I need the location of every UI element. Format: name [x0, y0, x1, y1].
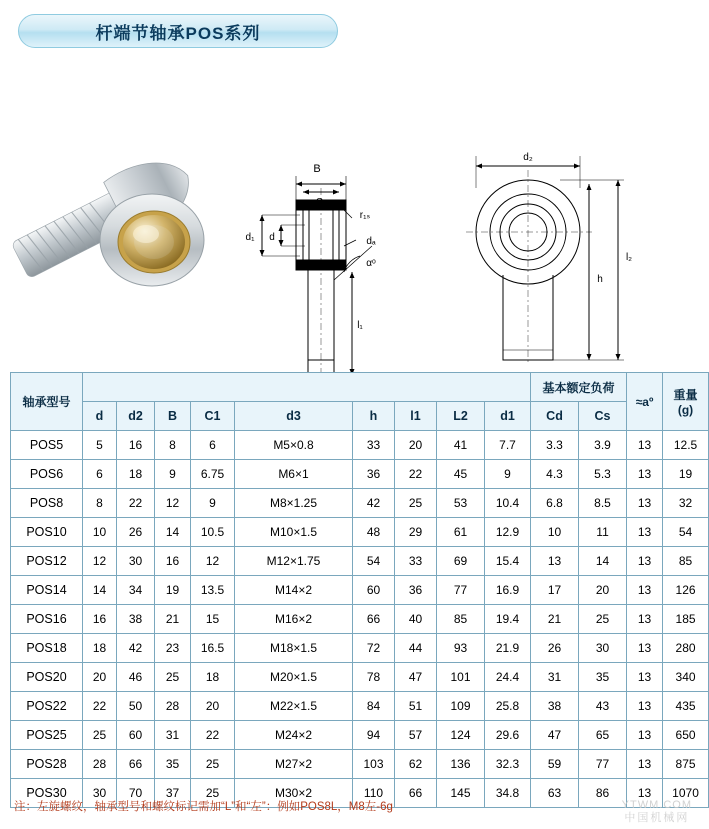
- cell-weight: 32: [663, 489, 709, 518]
- cell-l1: 22: [395, 460, 437, 489]
- cell-Cd: 63: [531, 779, 579, 808]
- cell-C1: 9: [191, 489, 235, 518]
- cell-weight: 126: [663, 576, 709, 605]
- cell-d2: 16: [117, 431, 155, 460]
- table-row: [11, 634, 709, 663]
- label-h: h: [597, 274, 603, 285]
- cell-B: 19: [155, 576, 191, 605]
- cell-d2: 18: [117, 460, 155, 489]
- cell-B: 23: [155, 634, 191, 663]
- cell-d: 6: [83, 460, 117, 489]
- cell-angle: 13: [627, 489, 663, 518]
- side-view-drawing: [466, 156, 624, 365]
- header-Cs: Cs: [579, 402, 627, 431]
- label-B: B: [313, 163, 321, 175]
- cell-weight: 340: [663, 663, 709, 692]
- header-B: B: [155, 402, 191, 431]
- cell-d3: M12×1.75: [235, 547, 353, 576]
- cell-Cs: 11: [579, 518, 627, 547]
- cell-d1: 12.9: [485, 518, 531, 547]
- cell-d1: 24.4: [485, 663, 531, 692]
- cell-L2: 101: [437, 663, 485, 692]
- cell-l1: 62: [395, 750, 437, 779]
- cell-d2: 42: [117, 634, 155, 663]
- cell-weight: 1070: [663, 779, 709, 808]
- specification-table: [10, 372, 709, 808]
- table-header-row-2: [11, 402, 709, 431]
- cell-B: 21: [155, 605, 191, 634]
- cell-model: POS16: [11, 605, 83, 634]
- cell-d: 10: [83, 518, 117, 547]
- cell-Cs: 77: [579, 750, 627, 779]
- cell-l1: 25: [395, 489, 437, 518]
- header-weight-line2: (g): [677, 403, 694, 417]
- cell-angle: 13: [627, 518, 663, 547]
- cell-d1: 15.4: [485, 547, 531, 576]
- cell-d1: 7.7: [485, 431, 531, 460]
- header-L2: L2: [437, 402, 485, 431]
- cell-L2: 85: [437, 605, 485, 634]
- cell-C1: 18: [191, 663, 235, 692]
- cell-d: 18: [83, 634, 117, 663]
- cell-Cd: 38: [531, 692, 579, 721]
- page-title: 杆端节轴承POS系列: [95, 23, 261, 43]
- cell-C1: 22: [191, 721, 235, 750]
- cell-weight: 54: [663, 518, 709, 547]
- cell-d1: 9: [485, 460, 531, 489]
- cell-h: 110: [353, 779, 395, 808]
- cell-d2: 60: [117, 721, 155, 750]
- table-row: [11, 692, 709, 721]
- cell-Cs: 5.3: [579, 460, 627, 489]
- front-view-drawing: [262, 176, 372, 390]
- cell-d: 14: [83, 576, 117, 605]
- cell-L2: 136: [437, 750, 485, 779]
- label-r1s: r₁ₛ: [359, 210, 371, 221]
- cell-Cs: 25: [579, 605, 627, 634]
- cell-model: POS14: [11, 576, 83, 605]
- cell-model: POS30: [11, 779, 83, 808]
- cell-d: 5: [83, 431, 117, 460]
- cell-angle: 13: [627, 692, 663, 721]
- cell-B: 9: [155, 460, 191, 489]
- cell-Cd: 10: [531, 518, 579, 547]
- label-alpha: αᵒ: [366, 258, 376, 269]
- cell-B: 31: [155, 721, 191, 750]
- cell-h: 48: [353, 518, 395, 547]
- table-row: [11, 489, 709, 518]
- cell-d1: 16.9: [485, 576, 531, 605]
- cell-L2: 45: [437, 460, 485, 489]
- cell-L2: 145: [437, 779, 485, 808]
- cell-Cd: 4.3: [531, 460, 579, 489]
- label-d: d: [269, 232, 275, 243]
- cell-d2: 46: [117, 663, 155, 692]
- cell-angle: 13: [627, 576, 663, 605]
- cell-d1: 19.4: [485, 605, 531, 634]
- cell-l1: 33: [395, 547, 437, 576]
- cell-h: 84: [353, 692, 395, 721]
- table-row: [11, 518, 709, 547]
- header-d3: d3: [235, 402, 353, 431]
- cell-d3: M16×2: [235, 605, 353, 634]
- cell-d: 20: [83, 663, 117, 692]
- cell-Cs: 8.5: [579, 489, 627, 518]
- cell-h: 42: [353, 489, 395, 518]
- header-model: 轴承型号: [11, 373, 83, 431]
- cell-C1: 15: [191, 605, 235, 634]
- watermark: [622, 799, 692, 825]
- cell-model: POS12: [11, 547, 83, 576]
- table-body: [11, 431, 709, 808]
- cell-d2: 22: [117, 489, 155, 518]
- cell-angle: 13: [627, 547, 663, 576]
- table-header-row-1: [11, 373, 709, 402]
- cell-h: 36: [353, 460, 395, 489]
- cell-angle: 13: [627, 721, 663, 750]
- cell-l1: 36: [395, 576, 437, 605]
- table-row: [11, 605, 709, 634]
- cell-h: 33: [353, 431, 395, 460]
- watermark-line1: YTWM.COM: [621, 799, 692, 811]
- cell-L2: 41: [437, 431, 485, 460]
- cell-d2: 50: [117, 692, 155, 721]
- label-l2: l₂: [625, 252, 633, 263]
- cell-Cd: 3.3: [531, 431, 579, 460]
- cell-model: POS20: [11, 663, 83, 692]
- cell-weight: 650: [663, 721, 709, 750]
- label-C1: C₁: [315, 197, 327, 208]
- cell-Cd: 31: [531, 663, 579, 692]
- cell-L2: 93: [437, 634, 485, 663]
- cell-C1: 10.5: [191, 518, 235, 547]
- cell-angle: 13: [627, 663, 663, 692]
- cell-d2: 26: [117, 518, 155, 547]
- table-row: [11, 547, 709, 576]
- table-row: [11, 750, 709, 779]
- cell-l1: 44: [395, 634, 437, 663]
- rod-end-bearing-photo: [5, 145, 204, 290]
- cell-B: 8: [155, 431, 191, 460]
- cell-L2: 61: [437, 518, 485, 547]
- cell-L2: 109: [437, 692, 485, 721]
- watermark-line2: 中国机械网: [624, 812, 690, 824]
- table-row: [11, 431, 709, 460]
- cell-B: 16: [155, 547, 191, 576]
- cell-Cs: 43: [579, 692, 627, 721]
- technical-drawings: [0, 60, 700, 360]
- cell-l1: 51: [395, 692, 437, 721]
- cell-B: 25: [155, 663, 191, 692]
- cell-h: 60: [353, 576, 395, 605]
- cell-model: POS10: [11, 518, 83, 547]
- cell-C1: 25: [191, 779, 235, 808]
- cell-d3: M24×2: [235, 721, 353, 750]
- cell-Cs: 65: [579, 721, 627, 750]
- cell-d3: M14×2: [235, 576, 353, 605]
- cell-Cs: 20: [579, 576, 627, 605]
- cell-d: 28: [83, 750, 117, 779]
- cell-d3: M27×2: [235, 750, 353, 779]
- cell-d1: 10.4: [485, 489, 531, 518]
- header-C1: C1: [191, 402, 235, 431]
- table-row: [11, 576, 709, 605]
- header-Cd: Cd: [531, 402, 579, 431]
- cell-Cd: 21: [531, 605, 579, 634]
- cell-angle: 13: [627, 460, 663, 489]
- cell-weight: 19: [663, 460, 709, 489]
- cell-h: 54: [353, 547, 395, 576]
- cell-l1: 47: [395, 663, 437, 692]
- cell-d3: M10×1.5: [235, 518, 353, 547]
- cell-Cs: 30: [579, 634, 627, 663]
- cell-Cd: 47: [531, 721, 579, 750]
- cell-d2: 70: [117, 779, 155, 808]
- cell-model: POS8: [11, 489, 83, 518]
- cell-l1: 66: [395, 779, 437, 808]
- table-row: [11, 721, 709, 750]
- cell-B: 37: [155, 779, 191, 808]
- header-weight: [663, 373, 709, 431]
- table-note: 注：左旋螺纹，轴承型号和螺纹标记需加“L”和“左”：例如POS8L，M8左-6g: [14, 801, 393, 813]
- cell-d3: M18×1.5: [235, 634, 353, 663]
- cell-h: 94: [353, 721, 395, 750]
- cell-Cd: 13: [531, 547, 579, 576]
- cell-l1: 57: [395, 721, 437, 750]
- cell-Cs: 35: [579, 663, 627, 692]
- cell-d: 16: [83, 605, 117, 634]
- header-l1: l1: [395, 402, 437, 431]
- specification-table-wrap: [10, 372, 699, 808]
- cell-l1: 20: [395, 431, 437, 460]
- cell-Cd: 17: [531, 576, 579, 605]
- cell-d: 22: [83, 692, 117, 721]
- cell-weight: 435: [663, 692, 709, 721]
- cell-angle: 13: [627, 779, 663, 808]
- cell-weight: 185: [663, 605, 709, 634]
- cell-L2: 77: [437, 576, 485, 605]
- page-title-banner: [18, 14, 338, 48]
- cell-d1: 32.3: [485, 750, 531, 779]
- cell-d2: 30: [117, 547, 155, 576]
- cell-Cs: 14: [579, 547, 627, 576]
- cell-Cs: 3.9: [579, 431, 627, 460]
- label-d1: d₁: [245, 232, 255, 243]
- cell-d3: M5×0.8: [235, 431, 353, 460]
- cell-model: POS6: [11, 460, 83, 489]
- cell-d3: M22×1.5: [235, 692, 353, 721]
- cell-C1: 25: [191, 750, 235, 779]
- cell-d3: M30×2: [235, 779, 353, 808]
- cell-model: POS28: [11, 750, 83, 779]
- header-d1: d1: [485, 402, 531, 431]
- cell-L2: 69: [437, 547, 485, 576]
- cell-l1: 29: [395, 518, 437, 547]
- cell-angle: 13: [627, 634, 663, 663]
- cell-C1: 6.75: [191, 460, 235, 489]
- header-angle: ≈aº: [627, 373, 663, 431]
- cell-d1: 25.8: [485, 692, 531, 721]
- cell-d3: M8×1.25: [235, 489, 353, 518]
- cell-angle: 13: [627, 750, 663, 779]
- cell-Cd: 59: [531, 750, 579, 779]
- cell-d1: 29.6: [485, 721, 531, 750]
- cell-d2: 38: [117, 605, 155, 634]
- cell-C1: 12: [191, 547, 235, 576]
- table-row: [11, 460, 709, 489]
- cell-Cs: 86: [579, 779, 627, 808]
- cell-weight: 875: [663, 750, 709, 779]
- cell-angle: 13: [627, 431, 663, 460]
- cell-B: 12: [155, 489, 191, 518]
- label-da: dₐ: [366, 236, 376, 247]
- cell-h: 78: [353, 663, 395, 692]
- label-d2: d₂: [523, 152, 533, 163]
- cell-L2: 53: [437, 489, 485, 518]
- cell-d1: 21.9: [485, 634, 531, 663]
- cell-l1: 40: [395, 605, 437, 634]
- header-weight-line1: 重量: [673, 388, 698, 402]
- cell-model: POS18: [11, 634, 83, 663]
- cell-B: 28: [155, 692, 191, 721]
- cell-model: POS5: [11, 431, 83, 460]
- cell-weight: 85: [663, 547, 709, 576]
- cell-C1: 6: [191, 431, 235, 460]
- label-l1: l₁: [357, 320, 363, 331]
- cell-model: POS25: [11, 721, 83, 750]
- cell-B: 35: [155, 750, 191, 779]
- header-d: d: [83, 402, 117, 431]
- header-load-group: 基本额定负荷: [531, 373, 627, 402]
- cell-d3: M6×1: [235, 460, 353, 489]
- cell-d: 30: [83, 779, 117, 808]
- cell-C1: 16.5: [191, 634, 235, 663]
- cell-d2: 66: [117, 750, 155, 779]
- cell-C1: 20: [191, 692, 235, 721]
- header-empty-span: [83, 373, 531, 402]
- cell-C1: 13.5: [191, 576, 235, 605]
- drawings-svg: [0, 60, 700, 360]
- cell-model: POS22: [11, 692, 83, 721]
- cell-weight: 12.5: [663, 431, 709, 460]
- header-d2: d2: [117, 402, 155, 431]
- cell-L2: 124: [437, 721, 485, 750]
- cell-h: 66: [353, 605, 395, 634]
- cell-h: 103: [353, 750, 395, 779]
- cell-h: 72: [353, 634, 395, 663]
- cell-Cd: 26: [531, 634, 579, 663]
- cell-d: 25: [83, 721, 117, 750]
- cell-weight: 280: [663, 634, 709, 663]
- cell-d3: M20×1.5: [235, 663, 353, 692]
- cell-d: 12: [83, 547, 117, 576]
- cell-d1: 34.8: [485, 779, 531, 808]
- cell-B: 14: [155, 518, 191, 547]
- cell-d: 8: [83, 489, 117, 518]
- cell-d2: 34: [117, 576, 155, 605]
- cell-Cd: 6.8: [531, 489, 579, 518]
- header-h: h: [353, 402, 395, 431]
- table-row: [11, 663, 709, 692]
- cell-angle: 13: [627, 605, 663, 634]
